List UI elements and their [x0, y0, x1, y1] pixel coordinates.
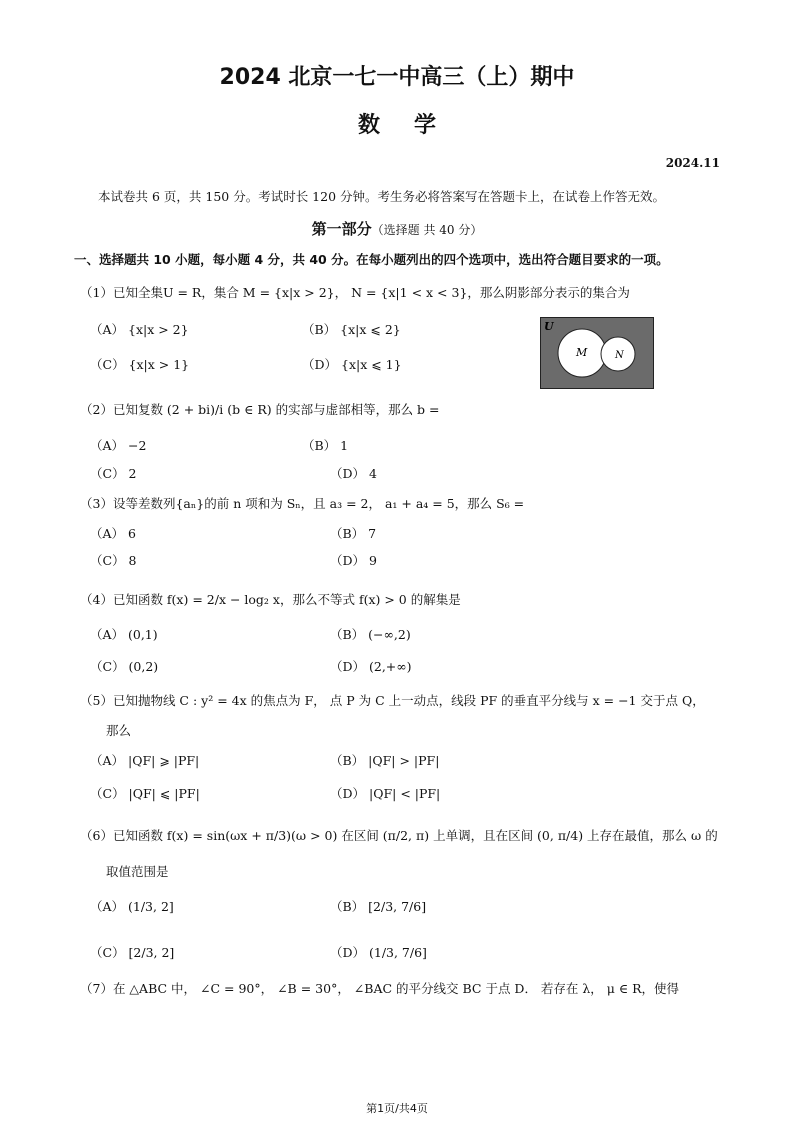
q6-option-a: （A） (1/3, 2]	[90, 899, 174, 914]
q4-option-b: （B） (−∞,2)	[330, 627, 411, 642]
question-6-stem: （6）已知函数 f(x) = sin(ωx + π/3)(ω > 0) 在区间 (π/2, π) 上单调，且在区间 (0, π/4) 上存在最值，那么 ω 的	[80, 828, 718, 843]
q1-option-c: （C） {x|x > 1}	[90, 357, 190, 372]
q3-option-d: （D） 9	[330, 553, 377, 568]
question-5-stem-continued: 那么	[106, 723, 132, 738]
q3-option-a: （A） 6	[90, 526, 136, 541]
venn-diagram	[540, 317, 654, 389]
venn-label-u: U	[544, 320, 554, 333]
venn-label-m: M	[576, 346, 588, 359]
exam-notice: 本试卷共 6 页，共 150 分。考试时长 120 分钟。考生务必将答案写在答题卡上，在试卷上作答无效。	[98, 189, 666, 204]
q2-option-d: （D） 4	[330, 466, 377, 481]
q4-option-c: （C） (0,2)	[90, 659, 159, 674]
q4-option-a: （A） (0,1)	[90, 627, 158, 642]
q2-option-b: （B） 1	[302, 438, 349, 453]
question-1-stem: （1）已知全集U = R，集合 M = {x|x > 2}， N = {x|1 < x < 3}，那么阴影部分表示的集合为	[80, 285, 630, 300]
q6-option-d: （D） (1/3, 7/6]	[330, 945, 427, 960]
q1-option-b: （B） {x|x ⩽ 2}	[302, 322, 401, 337]
q5-option-c: （C） |QF| ⩽ |PF|	[90, 786, 200, 801]
question-2-stem: （2）已知复数 (2 + bi)/i (b ∈ R) 的实部与虚部相等，那么 b =	[80, 402, 440, 417]
q5-option-a: （A） |QF| ⩾ |PF|	[90, 753, 200, 768]
section-heading: 一、选择题共 10 小题，每小题 4 分，共 40 分。在每小题列出的四个选项中，选出符合题目要求的一项。	[74, 252, 669, 267]
question-5-stem: （5）已知抛物线 C : y² = 4x 的焦点为 F， 点 P 为 C 上一动点，线段 PF 的垂直平分线与 x = −1 交于点 Q，	[80, 693, 705, 708]
part-title: 第一部分	[311, 220, 372, 238]
question-3-stem: （3）设等差数列{aₙ}的前 n 项和为 Sₙ，且 a₃ = 2， a₁ + a₄ = 5，那么 S₆ =	[80, 496, 525, 511]
part-heading	[0, 218, 794, 239]
q2-option-a: （A） −2	[90, 438, 147, 453]
part-note: （选择题 共 40 分）	[371, 223, 483, 237]
venn-label-n: N	[615, 350, 624, 361]
q6-option-b: （B） [2/3, 7/6]	[330, 899, 427, 914]
q5-option-b: （B） |QF| > |PF|	[330, 753, 440, 768]
question-4-stem: （4）已知函数 f(x) = 2/x − log₂ x，那么不等式 f(x) > 0 的解集是	[80, 592, 461, 607]
page-title: 2024 北京一七一中高三（上）期中	[219, 65, 575, 90]
q1-option-d: （D） {x|x ⩽ 1}	[302, 357, 402, 372]
exam-date: 2024.11	[665, 156, 720, 170]
q2-option-c: （C） 2	[90, 466, 137, 481]
q1-option-a: （A） {x|x > 2}	[90, 322, 189, 337]
q6-option-c: （C） [2/3, 2]	[90, 945, 175, 960]
page-footer: 第1页/共4页	[366, 1102, 428, 1115]
subject-title: 数学	[357, 113, 470, 138]
question-6-stem-continued: 取值范围是	[106, 864, 169, 879]
q3-option-c: （C） 8	[90, 553, 137, 568]
q5-option-d: （D） |QF| < |PF|	[330, 786, 441, 801]
question-7-stem: （7）在 △ABC 中， ∠C = 90°， ∠B = 30°， ∠BAC 的平分线交 BC 于点 D． 若存在 λ， μ ∈ R，使得	[80, 981, 680, 996]
q3-option-b: （B） 7	[330, 526, 377, 541]
q4-option-d: （D） (2,+∞)	[330, 659, 412, 674]
